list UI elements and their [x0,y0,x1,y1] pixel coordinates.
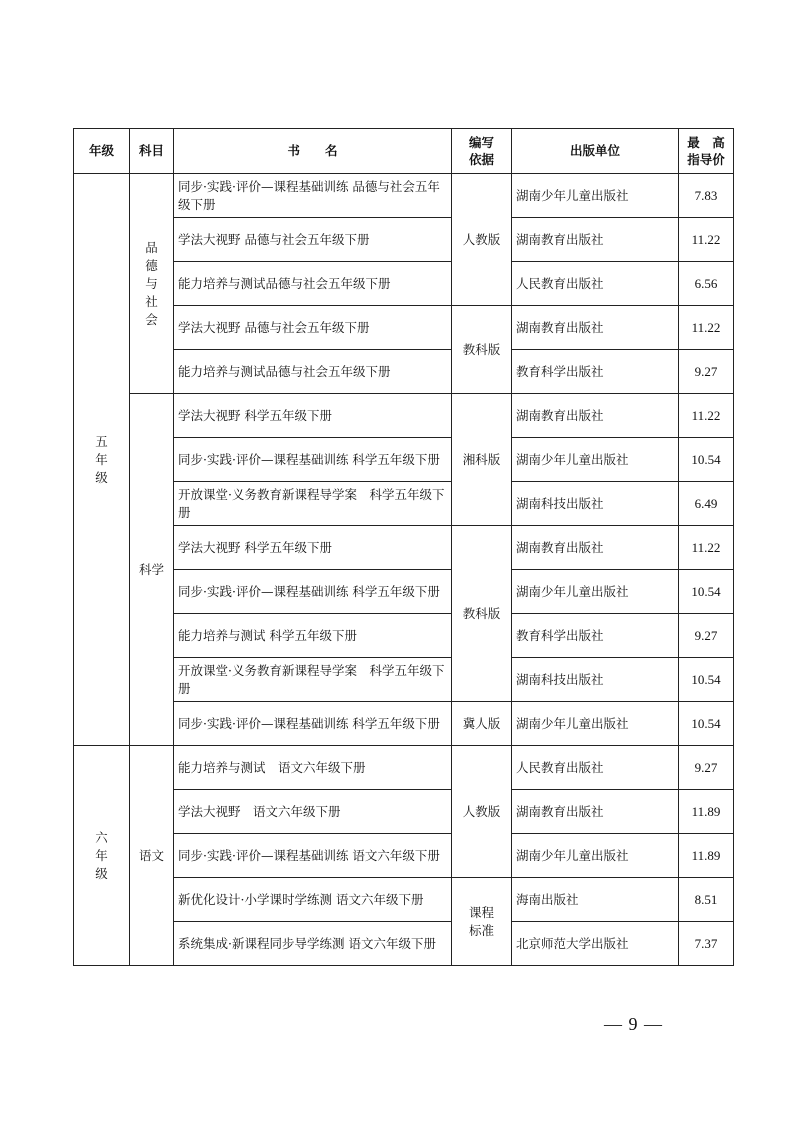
price-cell: 11.22 [679,394,734,438]
grade-cell-6: 六年级 [74,746,130,966]
publisher-cell: 湖南少年儿童出版社 [512,438,679,482]
price-cell: 9.27 [679,746,734,790]
header-publisher: 出版单位 [512,129,679,174]
book-title: 同步·实践·评价—课程基础训练 科学五年级下册 [174,438,452,482]
price-cell: 10.54 [679,438,734,482]
basis-cell: 教科版 [452,526,512,702]
table-row [74,174,734,218]
header-subject: 科目 [130,129,174,174]
book-title: 开放课堂·义务教育新课程导学案 科学五年级下册 [174,482,452,526]
book-title: 学法大视野 品德与社会五年级下册 [174,306,452,350]
book-title: 学法大视野 品德与社会五年级下册 [174,218,452,262]
book-title: 能力培养与测试品德与社会五年级下册 [174,262,452,306]
publisher-cell: 湖南教育出版社 [512,306,679,350]
price-cell: 11.22 [679,218,734,262]
basis-cell: 湘科版 [452,394,512,526]
publisher-cell: 海南出版社 [512,878,679,922]
basis-cell: 人教版 [452,746,512,878]
textbook-price-table [73,128,734,966]
publisher-cell: 湖南科技出版社 [512,482,679,526]
publisher-cell: 湖南少年儿童出版社 [512,174,679,218]
basis-cell: 课程标准 [452,878,512,966]
price-cell: 6.49 [679,482,734,526]
publisher-cell: 湖南教育出版社 [512,526,679,570]
price-cell: 11.89 [679,790,734,834]
book-title: 学法大视野 科学五年级下册 [174,394,452,438]
book-title: 开放课堂·义务教育新课程导学案 科学五年级下册 [174,658,452,702]
price-cell: 10.54 [679,570,734,614]
book-title: 同步·实践·评价—课程基础训练 语文六年级下册 [174,834,452,878]
book-title: 同步·实践·评价—课程基础训练 科学五年级下册 [174,702,452,746]
price-cell: 8.51 [679,878,734,922]
subject-cell-kexue: 科学 [130,394,174,746]
basis-cell: 人教版 [452,174,512,306]
price-cell: 9.27 [679,614,734,658]
publisher-cell: 湖南科技出版社 [512,658,679,702]
publisher-cell: 湖南教育出版社 [512,790,679,834]
page-number: — 9 — [604,1014,663,1034]
book-title: 能力培养与测试 科学五年级下册 [174,614,452,658]
publisher-cell: 人民教育出版社 [512,746,679,790]
book-title: 同步·实践·评价—课程基础训练 科学五年级下册 [174,570,452,614]
price-cell: 7.83 [679,174,734,218]
subject-cell-pdsh: 品德与社会 [130,174,174,394]
publisher-cell: 湖南教育出版社 [512,218,679,262]
price-cell: 7.37 [679,922,734,966]
publisher-cell: 湖南少年儿童出版社 [512,834,679,878]
publisher-cell: 湖南少年儿童出版社 [512,702,679,746]
publisher-cell: 教育科学出版社 [512,614,679,658]
publisher-cell: 教育科学出版社 [512,350,679,394]
header-book-name: 书 名 [174,129,452,174]
book-title: 能力培养与测试 语文六年级下册 [174,746,452,790]
book-title: 新优化设计·小学课时学练测 语文六年级下册 [174,878,452,922]
price-cell: 9.27 [679,350,734,394]
price-cell: 11.22 [679,306,734,350]
book-title: 同步·实践·评价—课程基础训练 品德与社会五年级下册 [174,174,452,218]
basis-cell: 冀人版 [452,702,512,746]
header-grade: 年级 [74,129,130,174]
header-basis: 编写依据 [452,129,512,174]
table-row [74,394,734,438]
grade-cell-5: 五年级 [74,174,130,746]
price-cell: 6.56 [679,262,734,306]
header-price: 最 高指导价 [679,129,734,174]
table-row [74,746,734,790]
subject-cell-yuwen: 语文 [130,746,174,966]
basis-cell: 教科版 [452,306,512,394]
publisher-cell: 湖南教育出版社 [512,394,679,438]
book-title: 系统集成·新课程同步导学练测 语文六年级下册 [174,922,452,966]
publisher-cell: 人民教育出版社 [512,262,679,306]
price-cell: 10.54 [679,658,734,702]
book-title: 能力培养与测试品德与社会五年级下册 [174,350,452,394]
price-cell: 11.89 [679,834,734,878]
publisher-cell: 湖南少年儿童出版社 [512,570,679,614]
publisher-cell: 北京师范大学出版社 [512,922,679,966]
price-cell: 10.54 [679,702,734,746]
price-cell: 11.22 [679,526,734,570]
book-title: 学法大视野 科学五年级下册 [174,526,452,570]
book-title: 学法大视野 语文六年级下册 [174,790,452,834]
